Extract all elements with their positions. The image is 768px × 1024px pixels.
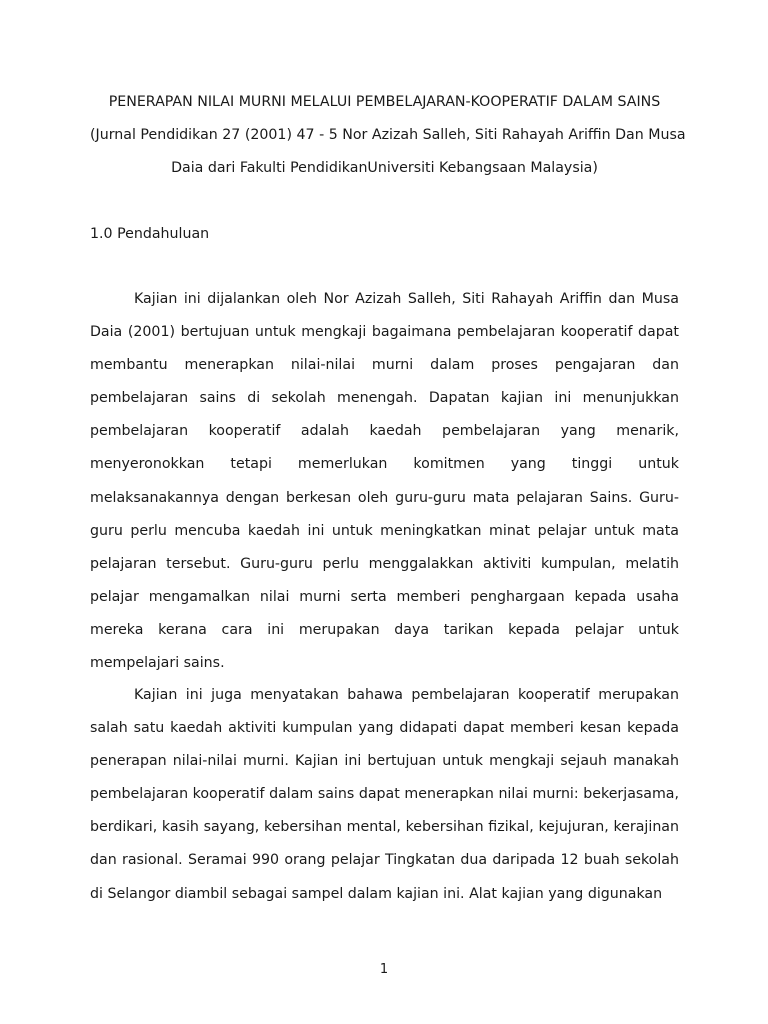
section-heading: 1.0 Pendahuluan [90,226,210,242]
page-number: 1 [379,962,389,977]
paragraph-2: Kajian ini juga menyatakan bahawa pembelajaran kooperatif merupakan salah satu kaedah aktiviti kumpulan yang didapati dapat memberi kesan kepada penerapan nilai-nilai murni. Kajian ini bertujuan untuk mengkaji sejauh manakah pembelajaran kooperatif dalam sains dapat menerapkan nilai murni: bekerjasama, berdikari, kasih sayang, kebersihan mental, kebersihan fizikal, kejujuran, kerajinan dan rasional. Seramai 990 orang pelajar Tingkatan dua daripada 12 buah sekolah di Selangor diambil sebagai sampel dalam kajian ini. Alat kajian yang digunakan [90,687,679,902]
paragraph-1: Kajian ini dijalankan oleh Nor Azizah Salleh, Siti Rahayah Ariffin dan Musa Daia (2001) bertujuan untuk mengkaji bagaimana pembelajaran kooperatif dapat membantu menerapkan nilai-nilai murni dalam proses pengajaran dan pembelajaran sains di sekolah menengah. Dapatan kajian ini menunjukkan pembelajaran kooperatif adalah kaedah pembelajaran yang menarik, menyeronokkan tetapi memerlukan komitmen yang tinggi untuk melaksanakannya dengan berkesan oleh guru-guru mata pelajaran Sains. Guru-guru perlu mencuba kaedah ini untuk meningkatkan minat pelajar untuk mata pelajaran tersebut. Guru-guru perlu menggalakkan aktiviti kumpulan, melatih pelajar mengamalkan nilai murni serta memberi penghargaan kepada usaha mereka kerana cara ini merupakan daya tarikan kepada pelajar untuk mempelajari sains. [90,291,679,672]
title-line-1: PENERAPAN NILAI MURNI MELALUI PEMBELAJARAN-KOOPERATIF DALAM SAINS [108,94,661,110]
title-line-3: Daia dari Fakulti PendidikanUniversiti Kebangsaan Malaysia) [171,160,598,176]
title-line-2: (Jurnal Pendidikan 27 (2001) 47 - 5 Nor Azizah Salleh, Siti Rahayah Ariffin Dan Musa [90,127,686,143]
